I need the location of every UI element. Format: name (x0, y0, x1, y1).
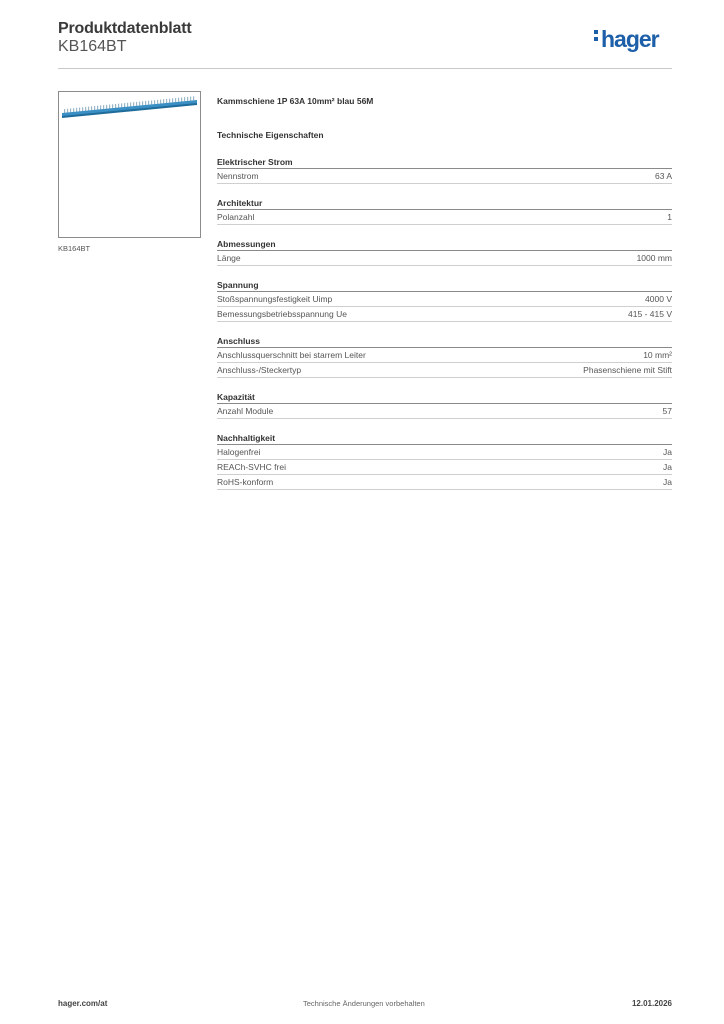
busbar-pin (181, 97, 182, 101)
spec-label: Polanzahl (217, 212, 255, 222)
group-title: Elektrischer Strom (217, 156, 672, 169)
busbar-pin (142, 101, 143, 105)
header-divider (58, 68, 672, 69)
busbar-pin (64, 109, 65, 113)
busbar-pin (133, 102, 134, 106)
busbar-pin (82, 107, 83, 111)
busbar-pin (172, 98, 173, 102)
busbar-pin (79, 108, 80, 112)
spec-value: 57 (662, 406, 672, 416)
busbar-pin (94, 106, 95, 110)
busbar-pin (136, 102, 137, 106)
spec-label: Anzahl Module (217, 406, 274, 416)
busbar-image-icon (59, 92, 202, 239)
busbar-pin (154, 100, 155, 104)
spec-value: 1 (667, 212, 672, 222)
busbar-pin (70, 108, 71, 112)
spec-label: REACh-SVHC frei (217, 462, 286, 472)
spec-group (217, 391, 672, 419)
logo-dots-icon (594, 30, 599, 44)
spec-value: Ja (663, 462, 672, 472)
busbar-pin (103, 105, 104, 109)
spec-group (217, 156, 672, 184)
busbar-pin (175, 98, 176, 102)
spec-row (217, 404, 672, 419)
busbar-pin (148, 101, 149, 105)
busbar-pin (190, 97, 191, 101)
busbar-pin (157, 100, 158, 104)
spec-row (217, 210, 672, 225)
footer-notice: Technische Änderungen vorbehalten (303, 999, 425, 1008)
spec-value: 10 mm² (643, 350, 672, 360)
hager-logo (594, 28, 659, 51)
spec-value: 4000 V (645, 294, 672, 304)
busbar-pin (169, 99, 170, 103)
spec-value: 1000 mm (636, 253, 672, 263)
busbar-pin (100, 105, 101, 109)
spec-row (217, 475, 672, 490)
spec-row (217, 363, 672, 378)
spec-label: Anschlussquerschnitt bei starrem Leiter (217, 350, 366, 360)
busbar-pin (115, 104, 116, 108)
busbar-pin (106, 105, 107, 109)
spec-row (217, 169, 672, 184)
busbar-pin (145, 101, 146, 105)
group-title: Spannung (217, 279, 672, 292)
spec-content (217, 96, 672, 490)
spec-label: Länge (217, 253, 241, 263)
spec-row (217, 292, 672, 307)
logo-text: hager (601, 26, 659, 52)
spec-row (217, 445, 672, 460)
product-title: Kammschiene 1P 63A 10mm² blau 56M (217, 96, 374, 106)
spec-group (217, 432, 672, 490)
busbar-pin (109, 105, 110, 109)
busbar-pin (112, 104, 113, 108)
busbar-pin (178, 98, 179, 102)
product-code: KB164BT (58, 38, 127, 55)
busbar-pin (88, 107, 89, 111)
spec-row (217, 348, 672, 363)
spec-group (217, 279, 672, 322)
spec-row (217, 307, 672, 322)
footer-date: 12.01.2026 (631, 999, 672, 1008)
spec-label: RoHS-konform (217, 477, 274, 487)
busbar-pin (118, 104, 119, 108)
spec-group (217, 238, 672, 266)
spec-group (217, 197, 672, 225)
group-title: Nachhaltigkeit (217, 432, 672, 445)
spec-label: Bemessungsbetriebsspannung Ue (217, 309, 347, 319)
image-caption: KB164BT (58, 244, 91, 253)
busbar-pin (166, 99, 167, 103)
busbar-pin (127, 103, 128, 107)
busbar-pin (130, 103, 131, 107)
busbar-pin (193, 96, 194, 100)
busbar-pin (184, 97, 185, 101)
group-title: Anschluss (217, 335, 672, 348)
spec-value: 415 - 415 V (628, 309, 672, 319)
spec-value: Phasenschiene mit Stift (583, 365, 672, 375)
busbar-pin (67, 109, 68, 113)
page-title: Produktdatenblatt (58, 20, 192, 37)
spec-label: Anschluss-/Steckertyp (217, 365, 302, 375)
busbar-pin (76, 108, 77, 112)
busbar-pin (97, 106, 98, 110)
spec-row (217, 460, 672, 475)
busbar-pin (73, 108, 74, 112)
spec-label: Nennstrom (217, 171, 259, 181)
group-title: Kapazität (217, 391, 672, 404)
busbar-pin (124, 103, 125, 107)
spec-value: Ja (663, 447, 672, 457)
spec-value: Ja (663, 477, 672, 487)
busbar-pin (163, 99, 164, 103)
footer-website: hager.com/at (58, 999, 108, 1008)
busbar-pin (160, 100, 161, 104)
spec-label: Stoßspannungsfestigkeit Uimp (217, 294, 333, 304)
spec-group (217, 335, 672, 378)
spec-value: 63 A (654, 171, 672, 181)
group-title: Architektur (217, 197, 672, 210)
busbar-pin (187, 97, 188, 101)
busbar-pin (85, 107, 86, 111)
spec-label: Halogenfrei (217, 447, 261, 457)
spec-row (217, 251, 672, 266)
section-title: Technische Eigenschaften (217, 130, 324, 140)
busbar-pin (151, 100, 152, 104)
busbar-pin (121, 103, 122, 107)
busbar-pin (91, 106, 92, 110)
busbar-pin (139, 102, 140, 106)
product-image (58, 91, 201, 238)
group-title: Abmessungen (217, 238, 672, 251)
